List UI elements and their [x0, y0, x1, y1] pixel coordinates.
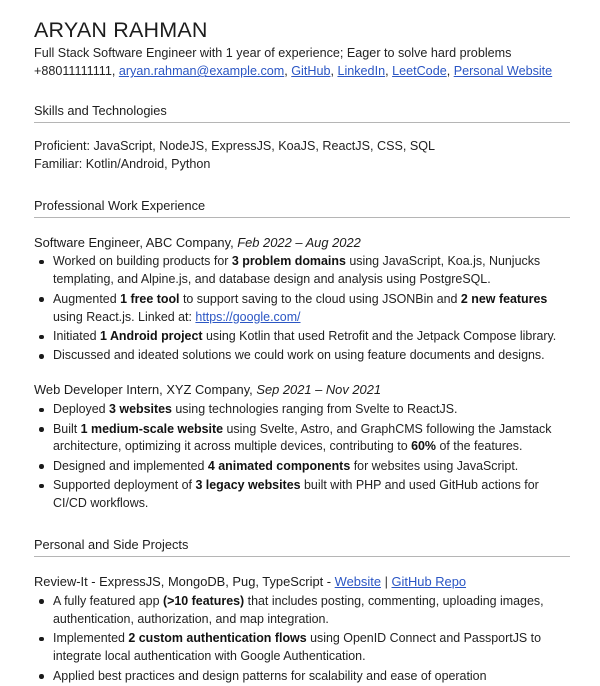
github-link[interactable]: GitHub — [291, 64, 331, 79]
bullet-text: using Svelte, Astro, and GraphCMS following the Jamstack architecture, optimizing it across multiple devices, contributing to — [53, 421, 552, 454]
bullet-text: A fully featured app — [53, 593, 163, 608]
project-title-line — [34, 574, 570, 591]
candidate-tagline: Full Stack Software Engineer with 1 year of experience; Eager to solve hard problems — [34, 46, 512, 61]
bullet-text: Designed and implemented — [53, 458, 208, 473]
bullet-highlight: 2 custom authentication flows — [128, 631, 307, 646]
bullet-text: for websites using JavaScript. — [350, 458, 519, 473]
project-bullet-list — [34, 593, 570, 686]
skills-proficient: Proficient: JavaScript, NodeJS, ExpressJS, KoaJS, ReactJS, CSS, SQL — [34, 139, 436, 154]
bullet-text: using OpenID Connect and PassportJS to integrate local authentication with Google Authentication. — [53, 631, 542, 664]
contact-separator-3: , — [330, 64, 338, 79]
contact-separator-2: , — [284, 64, 292, 79]
bullet-item — [34, 593, 570, 629]
email-link[interactable]: aryan.rahman@example.com — [118, 64, 285, 79]
bullet-text: Implemented — [53, 631, 129, 646]
bullet-highlight: 1 medium-scale website — [80, 421, 224, 436]
bullet-highlight: 60% — [411, 439, 436, 454]
bullet-item — [34, 291, 570, 327]
bullet-text: using Kotlin that used Retrofit and the Jetpack Compose library. — [202, 329, 557, 344]
role-and-company: Software Engineer, ABC Company, — [34, 234, 238, 250]
contact-separator-1: , — [111, 64, 119, 79]
bullet-item — [34, 253, 570, 289]
bullet-item — [34, 458, 570, 476]
bullet-text: Augmented — [53, 291, 121, 306]
bullet-text: built with PHP and used GitHub actions for CI/CD workflows. — [53, 478, 539, 511]
bullet-text: Applied best practices and design patterns for scalability and ease of operation — [53, 668, 487, 683]
resume-header — [34, 18, 570, 81]
project-link-separator: | — [381, 574, 392, 590]
bullet-text: using technologies ranging from Svelte to ReactJS. — [171, 402, 458, 417]
bullet-text: Initiated — [53, 329, 101, 344]
bullet-item — [34, 477, 570, 513]
bullet-item — [34, 668, 570, 686]
bullet-text: Worked on building products for — [53, 254, 232, 269]
phone-number: +88011111111 — [34, 64, 112, 79]
bullet-text: of the features. — [436, 439, 523, 454]
bullet-item — [34, 328, 570, 346]
skills-familiar: Familiar: Kotlin/Android, Python — [34, 157, 211, 172]
contact-separator-5: , — [446, 64, 454, 79]
bullet-highlight: 4 animated components — [207, 458, 351, 473]
employment-dates: Sep 2021 – Nov 2021 — [256, 382, 382, 398]
project-entry — [34, 574, 570, 685]
experience-bullet-list — [34, 401, 570, 513]
personal-website-link[interactable]: Personal Website — [453, 64, 553, 79]
bullet-text: Discussed and ideated solutions we could work on using feature documents and designs. — [53, 348, 545, 363]
bullet-text: that includes posting, commenting, uploading images, authentication, authorization, and map integration. — [53, 593, 544, 626]
role-and-company: Web Developer Intern, XYZ Company, — [34, 382, 257, 398]
bullet-text: using React.js. Linked at: — [53, 309, 196, 324]
project-repo-link[interactable]: GitHub Repo — [391, 574, 467, 590]
bullet-item — [34, 401, 570, 419]
skills-block — [34, 137, 570, 174]
section-heading-projects: Personal and Side Projects — [34, 537, 570, 557]
project-name-and-stack: Review-It - ExpressJS, MongoDB, Pug, TypeScript - — [34, 574, 335, 590]
bullet-highlight: 3 legacy websites — [195, 478, 301, 493]
bullet-text: to support saving to the cloud using JSONBin and — [179, 291, 461, 306]
experience-entry-title — [34, 235, 570, 252]
bullet-text: using JavaScript, Koa.js, Nunjucks templating, and Alpine.js, and database design and analysis using PostgreSQL. — [53, 254, 541, 287]
bullet-item — [34, 421, 570, 457]
employment-dates: Feb 2022 – Aug 2022 — [237, 234, 361, 250]
section-heading-skills: Skills and Technologies — [34, 103, 570, 123]
contact-separator-4: , — [385, 64, 393, 79]
bullet-highlight: 3 websites — [109, 402, 172, 417]
bullet-item — [34, 347, 570, 365]
leetcode-link[interactable]: LeetCode — [392, 64, 447, 79]
candidate-name: ARYAN RAHMAN — [34, 18, 208, 42]
project-website-link[interactable]: Website — [334, 574, 381, 590]
experience-entry-title — [34, 382, 570, 399]
experience-entry — [34, 382, 570, 513]
bullet-highlight: 1 Android project — [100, 329, 203, 344]
linkedin-link[interactable]: LinkedIn — [337, 64, 386, 79]
bullet-text: Built — [53, 421, 81, 436]
bullet-inline-link[interactable]: https://google.com/ — [195, 309, 301, 324]
experience-entry — [34, 235, 570, 366]
bullet-highlight: 3 problem domains — [231, 254, 346, 269]
bullet-item — [34, 630, 570, 666]
experience-bullet-list — [34, 253, 570, 365]
bullet-text: Supported deployment of — [53, 478, 196, 493]
bullet-highlight: 1 free tool — [120, 291, 180, 306]
bullet-highlight: 2 new features — [460, 291, 548, 306]
contact-line — [34, 63, 570, 81]
bullet-text: Deployed — [53, 402, 110, 417]
section-heading-experience: Professional Work Experience — [34, 198, 570, 218]
bullet-highlight: (>10 features) — [162, 593, 245, 608]
